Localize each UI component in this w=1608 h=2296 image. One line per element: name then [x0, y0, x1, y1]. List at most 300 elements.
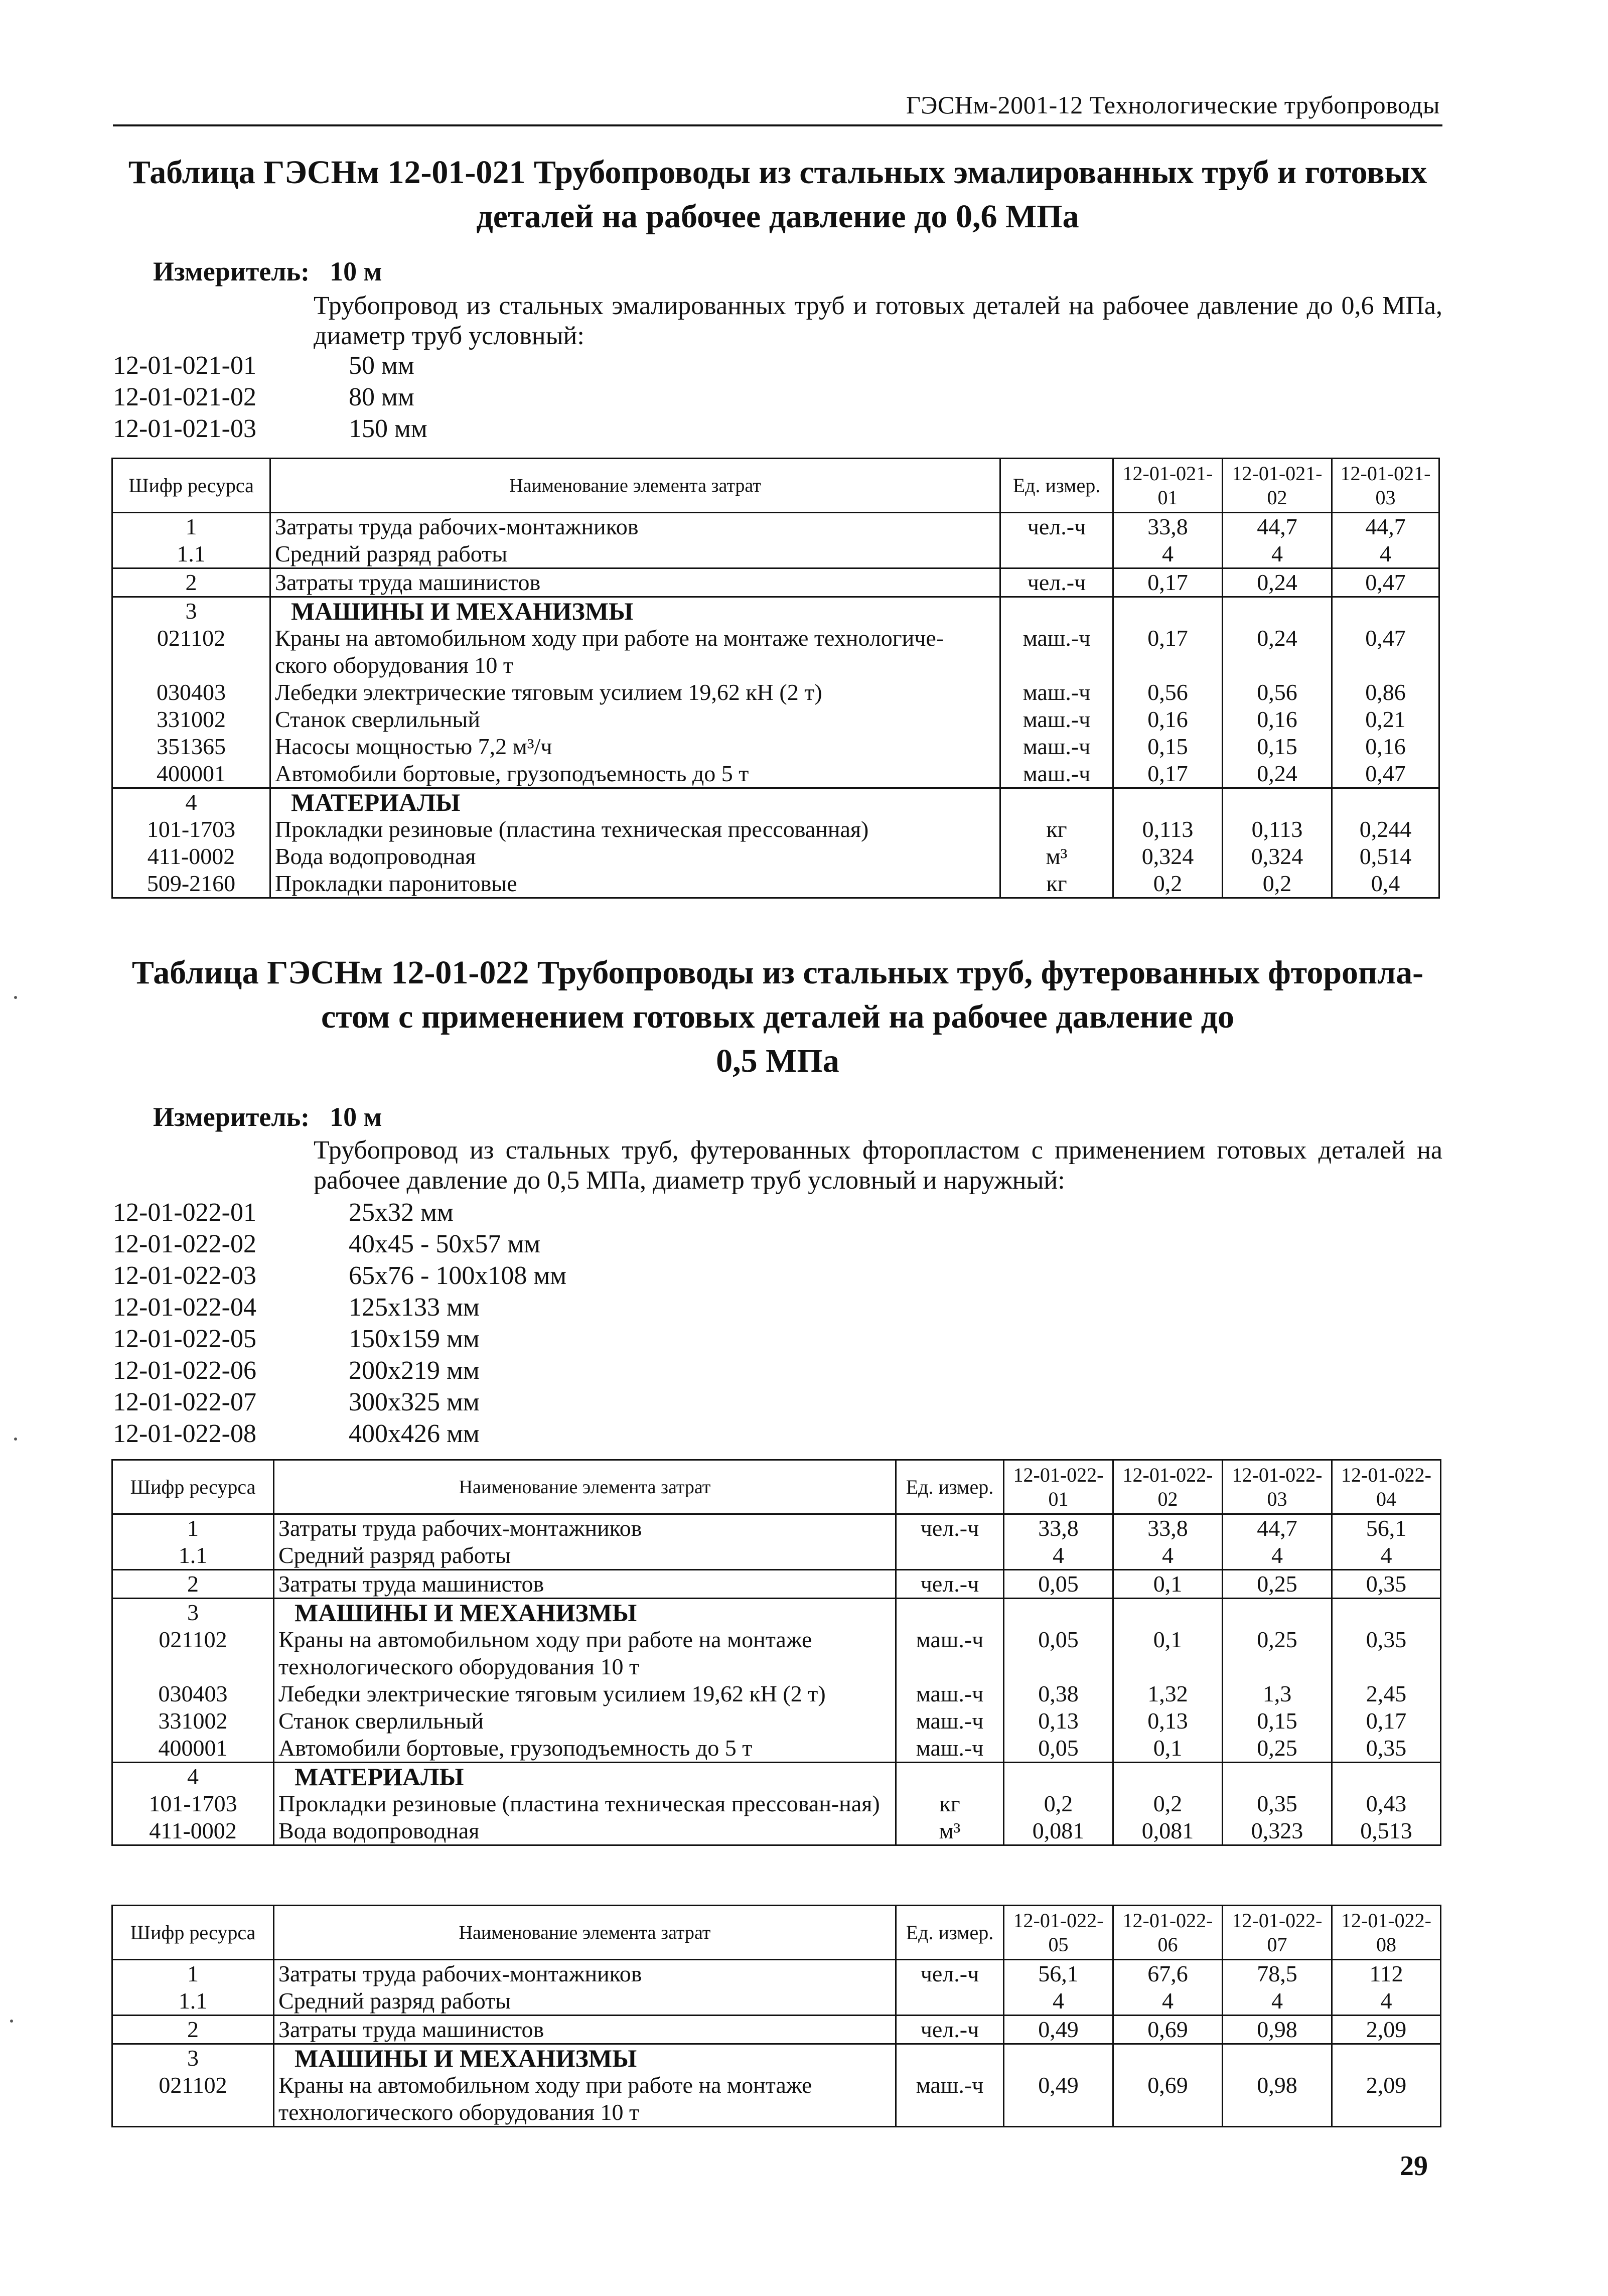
cost-element-name: Краны на автомобильном ходу при работе на монтаже технологического оборудования 10 т	[274, 2072, 896, 2127]
variant-code: 12-01-021-02	[113, 383, 256, 411]
table-2-meter	[153, 1101, 382, 1132]
norm-value: 0,1	[1113, 1570, 1223, 1599]
norm-value: 0,24	[1223, 760, 1332, 788]
resource-code: 351365	[112, 733, 270, 760]
table-2-heading-line3: 0,5 МПа	[716, 1043, 839, 1079]
norm-value: 0,13	[1004, 1707, 1113, 1735]
norm-value: 1,3	[1223, 1680, 1332, 1707]
table-row	[112, 1542, 1441, 1570]
norm-value	[1223, 788, 1332, 816]
table-row	[112, 1790, 1441, 1817]
variant-row	[113, 1260, 615, 1292]
section-title: МАШИНЫ И МЕХАНИЗМЫ	[274, 1599, 896, 1627]
unit: маш.-ч	[1000, 760, 1113, 788]
norm-value: 44,7	[1223, 1514, 1332, 1542]
norm-value: 0,17	[1332, 1707, 1441, 1735]
norm-value: 78,5	[1223, 1960, 1332, 1988]
norm-value	[1332, 1599, 1441, 1627]
header-rule	[113, 124, 1442, 126]
header-variant: 12-01-022-03	[1223, 1460, 1332, 1514]
norm-value: 0,49	[1004, 2016, 1113, 2044]
norm-value: 0,98	[1223, 2072, 1332, 2127]
table-row	[112, 1735, 1441, 1763]
norm-value: 0,05	[1004, 1570, 1113, 1599]
unit	[1000, 788, 1113, 816]
norm-value: 2,45	[1332, 1680, 1441, 1707]
unit: маш.-ч	[1000, 706, 1113, 733]
table-1-heading-line1: Таблица ГЭСНм 12-01-021 Трубопроводы из стальных эмалированных труб и готовых	[128, 154, 1427, 191]
variant-code: 12-01-022-05	[113, 1325, 256, 1353]
norm-value	[1332, 788, 1439, 816]
norm-value: 4	[1223, 540, 1332, 568]
resource-code: 021102	[112, 625, 270, 679]
resource-code: 1	[112, 513, 270, 541]
table-header-row	[112, 459, 1439, 513]
variant-row	[113, 1228, 615, 1260]
variant-size: 400x426 мм	[349, 1419, 480, 1448]
norm-value: 4	[1113, 1542, 1223, 1570]
norm-value: 0,16	[1223, 706, 1332, 733]
norm-value: 0,49	[1004, 2072, 1113, 2127]
unit	[896, 1542, 1004, 1570]
resource-code: 1.1	[112, 540, 270, 568]
norm-value: 0,513	[1332, 1817, 1441, 1845]
resource-code: 101-1703	[112, 1790, 274, 1817]
norm-value: 0,43	[1332, 1790, 1441, 1817]
unit: чел.-ч	[896, 1514, 1004, 1542]
table-row	[112, 513, 1439, 541]
section-title: МАШИНЫ И МЕХАНИЗМЫ	[274, 2044, 896, 2072]
resource-code: 411-0002	[112, 1817, 274, 1845]
resource-code: 2	[112, 1570, 274, 1599]
unit	[1000, 540, 1113, 568]
table-header-row	[112, 1460, 1441, 1514]
norm-value	[1113, 788, 1223, 816]
header-name: Наименование элемента затрат	[274, 1906, 896, 1960]
norm-value: 0,16	[1332, 733, 1439, 760]
norm-value: 0,56	[1113, 679, 1223, 706]
table-row	[112, 1960, 1441, 1988]
variant-code: 12-01-022-02	[113, 1230, 256, 1258]
norm-value: 0,2	[1223, 870, 1332, 898]
table-header-row	[112, 1906, 1441, 1960]
cost-element-name: Затраты труда рабочих-монтажников	[274, 1514, 896, 1542]
variant-row	[113, 350, 615, 381]
table-1-description: Трубопровод из стальных эмалированных труб и готовых деталей на рабочее давление до 0,6 МПа, диаметр труб условный:	[314, 292, 1442, 350]
unit: маш.-ч	[896, 2072, 1004, 2127]
norm-value: 0,21	[1332, 706, 1439, 733]
table-1-heading	[113, 151, 1442, 239]
table-row	[112, 1987, 1441, 2016]
resource-code: 1.1	[112, 1987, 274, 2016]
norm-value: 0,24	[1223, 568, 1332, 597]
variant-row	[113, 1355, 615, 1386]
variant-size: 300x325 мм	[349, 1388, 480, 1416]
resource-code: 509-2160	[112, 870, 270, 898]
table-row	[112, 2044, 1441, 2072]
table-row	[112, 1817, 1441, 1845]
table-2b	[111, 1905, 1441, 2127]
resource-code: 021102	[112, 1626, 274, 1680]
norm-value	[1223, 2044, 1332, 2072]
resource-code: 4	[112, 788, 270, 816]
variant-row	[113, 1323, 615, 1355]
unit: м³	[896, 1817, 1004, 1845]
table-row	[112, 843, 1439, 870]
header-variant: 12-01-022-01	[1004, 1460, 1113, 1514]
variant-size: 150 мм	[349, 414, 427, 443]
variant-row	[113, 413, 615, 445]
norm-value: 67,6	[1113, 1960, 1223, 1988]
unit	[896, 2044, 1004, 2072]
variant-size: 25x32 мм	[349, 1198, 454, 1227]
table-row	[112, 733, 1439, 760]
running-head: ГЭСНм-2001-12 Технологические трубопроводы	[906, 91, 1440, 119]
norm-value: 0,081	[1113, 1817, 1223, 1845]
norm-value: 0,35	[1223, 1790, 1332, 1817]
norm-value: 1,32	[1113, 1680, 1223, 1707]
variant-code: 12-01-022-01	[113, 1198, 256, 1227]
cost-element-name: Затраты труда рабочих-монтажников	[270, 513, 1000, 541]
norm-value: 0,05	[1004, 1735, 1113, 1763]
resource-code: 400001	[112, 1735, 274, 1763]
unit	[896, 1763, 1004, 1791]
variant-size: 65x76 - 100x108 мм	[349, 1261, 567, 1290]
unit: чел.-ч	[896, 1960, 1004, 1988]
header-code: Шифр ресурса	[112, 459, 270, 513]
norm-value: 112	[1332, 1960, 1441, 1988]
norm-value: 0,2	[1113, 870, 1223, 898]
norm-value: 0,323	[1223, 1817, 1332, 1845]
resource-code: 411-0002	[112, 843, 270, 870]
unit: чел.-ч	[1000, 513, 1113, 541]
header-code: Шифр ресурса	[112, 1906, 274, 1960]
norm-value	[1004, 1599, 1113, 1627]
resource-code: 101-1703	[112, 816, 270, 843]
scan-dot	[14, 1438, 17, 1441]
resource-code: 1.1	[112, 1542, 274, 1570]
norm-value	[1113, 1763, 1223, 1791]
norm-value: 0,38	[1004, 1680, 1113, 1707]
norm-value: 44,7	[1223, 513, 1332, 541]
variant-size: 50 мм	[349, 351, 414, 380]
variant-row	[113, 1292, 615, 1323]
variant-code: 12-01-022-04	[113, 1293, 256, 1322]
unit: маш.-ч	[896, 1707, 1004, 1735]
resource-code: 2	[112, 568, 270, 597]
norm-value	[1332, 597, 1439, 625]
unit: маш.-ч	[896, 1626, 1004, 1680]
resource-code: 1	[112, 1514, 274, 1542]
norm-value: 0,17	[1113, 760, 1223, 788]
cost-element-name: Лебедки электрические тяговым усилием 19,62 кН (2 т)	[270, 679, 1000, 706]
norm-value: 0,1	[1113, 1626, 1223, 1680]
cost-element-name: Прокладки паронитовые	[270, 870, 1000, 898]
section-title: МАТЕРИАЛЫ	[270, 788, 1000, 816]
variant-code: 12-01-022-07	[113, 1388, 256, 1416]
variant-row	[113, 381, 615, 413]
table-row	[112, 788, 1439, 816]
header-unit: Ед. измер.	[896, 1906, 1004, 1960]
cost-element-name: Затраты труда машинистов	[274, 1570, 896, 1599]
resource-code: 030403	[112, 679, 270, 706]
cost-element-name: Прокладки резиновые (пластина техническая прессован-ная)	[274, 1790, 896, 1817]
table-2-description: Трубопровод из стальных труб, футерованных фторопластом с применением готовых деталей на рабочее давление до 0,5 МПа, диаметр труб условный и наружный:	[314, 1136, 1442, 1195]
norm-value	[1113, 1599, 1223, 1627]
cost-element-name: Краны на автомобильном ходу при работе на монтаже технологиче-ского оборудования 10 т	[270, 625, 1000, 679]
norm-value	[1004, 1763, 1113, 1791]
cost-element-name: Станок сверлильный	[274, 1707, 896, 1735]
table-1-variants	[113, 350, 615, 445]
table-row	[112, 1599, 1441, 1627]
variant-row	[113, 1418, 615, 1450]
cost-element-name: Затраты труда рабочих-монтажников	[274, 1960, 896, 1988]
norm-value: 4	[1223, 1987, 1332, 2016]
norm-value: 0,86	[1332, 679, 1439, 706]
unit	[1000, 597, 1113, 625]
unit: чел.-ч	[1000, 568, 1113, 597]
table-row	[112, 597, 1439, 625]
norm-value: 0,35	[1332, 1570, 1441, 1599]
resource-code: 331002	[112, 706, 270, 733]
norm-value: 0,35	[1332, 1735, 1441, 1763]
table-2-heading	[113, 951, 1442, 1083]
cost-element-name: Затраты труда машинистов	[270, 568, 1000, 597]
norm-value	[1332, 1763, 1441, 1791]
norm-value: 0,05	[1004, 1626, 1113, 1680]
unit: кг	[896, 1790, 1004, 1817]
cost-element-name: Средний разряд работы	[270, 540, 1000, 568]
norm-value: 4	[1332, 1987, 1441, 2016]
cost-element-name: Вода водопроводная	[274, 1817, 896, 1845]
variant-code: 12-01-022-08	[113, 1419, 256, 1448]
variant-size: 80 мм	[349, 383, 414, 411]
unit: кг	[1000, 816, 1113, 843]
norm-value: 0,47	[1332, 568, 1439, 597]
norm-value: 0,2	[1004, 1790, 1113, 1817]
norm-value: 0,17	[1113, 568, 1223, 597]
table-1	[111, 458, 1440, 899]
resource-code: 021102	[112, 2072, 274, 2127]
unit: чел.-ч	[896, 2016, 1004, 2044]
norm-value: 0,98	[1223, 2016, 1332, 2044]
norm-value: 56,1	[1004, 1960, 1113, 1988]
table-2-heading-line2: стом с применением готовых деталей на рабочее давление до	[321, 998, 1235, 1035]
header-variant: 12-01-022-08	[1332, 1906, 1441, 1960]
table-row	[112, 1763, 1441, 1791]
scan-dot	[14, 996, 17, 999]
cost-element-name: Затраты труда машинистов	[274, 2016, 896, 2044]
variant-code: 12-01-022-06	[113, 1356, 256, 1385]
norm-value	[1223, 597, 1332, 625]
table-1-meter	[153, 256, 382, 287]
resource-code: 4	[112, 1763, 274, 1791]
cost-element-name: Лебедки электрические тяговым усилием 19,62 кН (2 т)	[274, 1680, 896, 1707]
norm-value	[1332, 2044, 1441, 2072]
norm-value: 0,244	[1332, 816, 1439, 843]
variant-size: 150x159 мм	[349, 1325, 480, 1353]
norm-value: 44,7	[1332, 513, 1439, 541]
table-row	[112, 760, 1439, 788]
table-row	[112, 540, 1439, 568]
variant-size: 200x219 мм	[349, 1356, 480, 1385]
resource-code: 3	[112, 1599, 274, 1627]
scan-dot	[10, 2020, 13, 2023]
meter-value: 10 м	[330, 1102, 382, 1132]
norm-value: 33,8	[1004, 1514, 1113, 1542]
cost-element-name: Средний разряд работы	[274, 1542, 896, 1570]
norm-value: 33,8	[1113, 1514, 1223, 1542]
table-2a	[111, 1459, 1441, 1846]
table-row	[112, 1707, 1441, 1735]
header-variant: 12-01-022-07	[1223, 1906, 1332, 1960]
norm-value: 4	[1113, 1987, 1223, 2016]
resource-code: 030403	[112, 1680, 274, 1707]
table-row	[112, 679, 1439, 706]
norm-value: 4	[1223, 1542, 1332, 1570]
norm-value: 0,47	[1332, 760, 1439, 788]
norm-value: 0,081	[1004, 1817, 1113, 1845]
variant-row	[113, 1197, 615, 1228]
unit: кг	[1000, 870, 1113, 898]
norm-value: 33,8	[1113, 513, 1223, 541]
resource-code: 2	[112, 2016, 274, 2044]
norm-value: 0,113	[1113, 816, 1223, 843]
variant-code: 12-01-021-03	[113, 414, 256, 443]
norm-value: 0,25	[1223, 1570, 1332, 1599]
norm-value: 0,15	[1223, 733, 1332, 760]
norm-value: 0,514	[1332, 843, 1439, 870]
norm-value: 0,15	[1223, 1707, 1332, 1735]
cost-element-name: Средний разряд работы	[274, 1987, 896, 2016]
unit	[896, 1987, 1004, 2016]
header-variant: 12-01-022-05	[1004, 1906, 1113, 1960]
section-title: МАШИНЫ И МЕХАНИЗМЫ	[270, 597, 1000, 625]
cost-element-name: Краны на автомобильном ходу при работе на монтаже технологического оборудования 10 т	[274, 1626, 896, 1680]
norm-value: 0,69	[1113, 2072, 1223, 2127]
norm-value: 0,17	[1113, 625, 1223, 679]
resource-code: 400001	[112, 760, 270, 788]
resource-code: 3	[112, 2044, 274, 2072]
table-2-variants	[113, 1197, 615, 1450]
norm-value: 0,324	[1223, 843, 1332, 870]
table-row	[112, 2072, 1441, 2127]
cost-element-name: Прокладки резиновые (пластина техническая прессованная)	[270, 816, 1000, 843]
norm-value: 0,16	[1113, 706, 1223, 733]
table-row	[112, 2016, 1441, 2044]
cost-element-name: Автомобили бортовые, грузоподъемность до 5 т	[270, 760, 1000, 788]
norm-value: 2,09	[1332, 2016, 1441, 2044]
meter-label: Измеритель:	[153, 1102, 310, 1132]
table-row	[112, 870, 1439, 898]
header-name: Наименование элемента затрат	[270, 459, 1000, 513]
norm-value: 0,324	[1113, 843, 1223, 870]
page-number: 29	[1400, 2150, 1428, 2182]
meter-label: Измеритель:	[153, 256, 310, 286]
header-variant: 12-01-021-01	[1113, 459, 1223, 513]
norm-value	[1113, 2044, 1223, 2072]
norm-value	[1223, 1763, 1332, 1791]
norm-value	[1113, 597, 1223, 625]
header-unit: Ед. измер.	[1000, 459, 1113, 513]
norm-value: 0,15	[1113, 733, 1223, 760]
norm-value: 4	[1004, 1542, 1113, 1570]
norm-value: 4	[1332, 540, 1439, 568]
resource-code: 1	[112, 1960, 274, 1988]
unit: маш.-ч	[1000, 679, 1113, 706]
table-row	[112, 1514, 1441, 1542]
norm-value	[1223, 1599, 1332, 1627]
cost-element-name: Автомобили бортовые, грузоподъемность до 5 т	[274, 1735, 896, 1763]
header-variant: 12-01-022-06	[1113, 1906, 1223, 1960]
norm-value: 0,113	[1223, 816, 1332, 843]
norm-value: 4	[1004, 1987, 1113, 2016]
norm-value: 0,56	[1223, 679, 1332, 706]
cost-element-name: Станок сверлильный	[270, 706, 1000, 733]
variant-size: 125x133 мм	[349, 1293, 480, 1322]
table-row	[112, 706, 1439, 733]
table-row	[112, 568, 1439, 597]
meter-value: 10 м	[330, 256, 382, 286]
unit: маш.-ч	[1000, 733, 1113, 760]
header-name: Наименование элемента затрат	[274, 1460, 896, 1514]
norm-value: 2,09	[1332, 2072, 1441, 2127]
section-title: МАТЕРИАЛЫ	[274, 1763, 896, 1791]
header-variant: 12-01-022-04	[1332, 1460, 1441, 1514]
norm-value: 0,2	[1113, 1790, 1223, 1817]
unit: маш.-ч	[1000, 625, 1113, 679]
table-1-heading-line2: деталей на рабочее давление до 0,6 МПа	[476, 198, 1079, 235]
norm-value: 0,4	[1332, 870, 1439, 898]
norm-value: 0,35	[1332, 1626, 1441, 1680]
norm-value: 4	[1332, 1542, 1441, 1570]
variant-code: 12-01-022-03	[113, 1261, 256, 1290]
norm-value: 0,47	[1332, 625, 1439, 679]
norm-value: 0,25	[1223, 1626, 1332, 1680]
header-variant: 12-01-021-02	[1223, 459, 1332, 513]
unit	[896, 1599, 1004, 1627]
header-unit: Ед. измер.	[896, 1460, 1004, 1514]
norm-value: 0,69	[1113, 2016, 1223, 2044]
variant-code: 12-01-021-01	[113, 351, 256, 380]
table-row	[112, 625, 1439, 679]
unit: маш.-ч	[896, 1735, 1004, 1763]
norm-value: 0,24	[1223, 625, 1332, 679]
norm-value	[1004, 2044, 1113, 2072]
table-row	[112, 1570, 1441, 1599]
norm-value: 4	[1113, 540, 1223, 568]
header-code: Шифр ресурса	[112, 1460, 274, 1514]
norm-value: 0,25	[1223, 1735, 1332, 1763]
header-variant: 12-01-022-02	[1113, 1460, 1223, 1514]
table-row	[112, 1680, 1441, 1707]
unit: м³	[1000, 843, 1113, 870]
norm-value: 0,13	[1113, 1707, 1223, 1735]
resource-code: 3	[112, 597, 270, 625]
unit: чел.-ч	[896, 1570, 1004, 1599]
unit: маш.-ч	[896, 1680, 1004, 1707]
variant-size: 40x45 - 50x57 мм	[349, 1230, 541, 1258]
variant-row	[113, 1386, 615, 1418]
table-2-heading-line1: Таблица ГЭСНм 12-01-022 Трубопроводы из стальных труб, футерованных фторопла-	[131, 954, 1424, 991]
cost-element-name: Насосы мощностью 7,2 м³/ч	[270, 733, 1000, 760]
header-variant: 12-01-021-03	[1332, 459, 1439, 513]
norm-value: 0,1	[1113, 1735, 1223, 1763]
norm-value: 56,1	[1332, 1514, 1441, 1542]
resource-code: 331002	[112, 1707, 274, 1735]
table-row	[112, 816, 1439, 843]
table-row	[112, 1626, 1441, 1680]
